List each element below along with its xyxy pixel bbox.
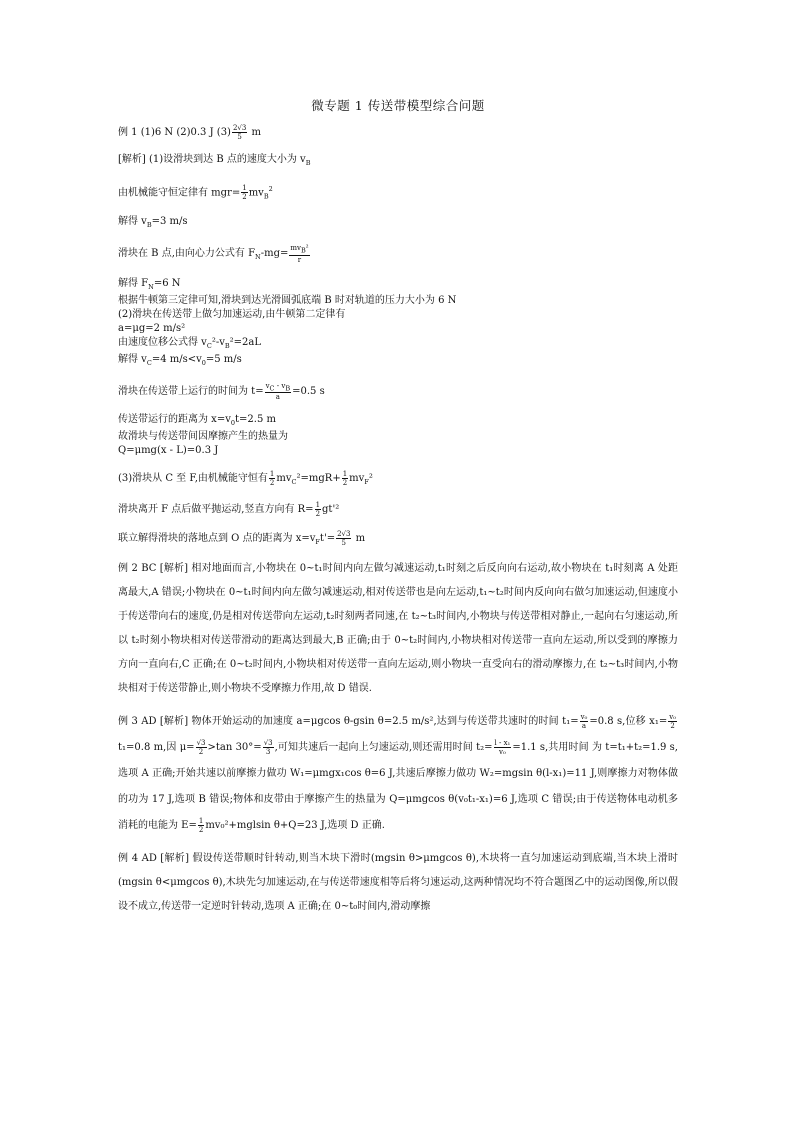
ex1-step: [解析] (1)设滑块到达 B 点的速度大小为 $v_B$ — [118, 154, 311, 167]
ex1-step: (3)滑块从 C 至 F,由机械能守恒有 $\frac{1}{2}$ $mv_C^2=mgR+$ $\frac{1}{2}$ $mv_F^2$ — [118, 469, 373, 487]
document-page — [118, 96, 678, 919]
example-3: 例 3 AD [解析] 物体开始运动的加速度 a=μgcos θ-gsin θ=2.5 m/s²,达到与传送带共速时的时间 t₁= $\frac{\text{v₀}}{a}$ =0.8 s,位移 x₁= $\frac{\text{v₀}}{2}$ t₁=0.8 m,因 μ= $\frac{√3}{2}$ >tan 30°= $\frac{√3}{3}$ ,可知共速后一起向上匀速运动,则还需用时间 t₂= $\frac{\text{l - x₁}}{\text{v₀}}$ =1.1 s,共用时间 为 t=t₁+t₂=1.9 s,选项 A 正确;开始共速以前摩擦力做功 W₁=μmgx₁cos θ=6 J,共速后摩擦力做功 W₂=mgsin θ(l-x₁)=11 J,则摩擦力对物体做的功为 17 J,选项 B 错误;物体和皮带由于摩擦产生的热量为 Q=μmgcos θ(v₀t₁-x₁)=6 J,选项 C 错误;由于传送物体电动机多消耗的电能为 E= $\frac{1}{2}$ mv₀²+mglsin θ+Q=23 J,选项 D 正确. — [118, 712, 679, 834]
ex1-step: 滑块离开 F 点后做平抛运动,竖直方向有 R= $\frac{1}{2}$ gt'² — [118, 500, 340, 518]
ex1-step: 故滑块与传送带间因摩擦产生的热量为 — [118, 430, 288, 442]
example-4: 例 4 AD [解析] 假设传送带顺时针转动,则当木块下滑时(mgsin θ>μmgcos θ),木块将一直匀加速运动到底端,当木块上滑时(mgsin θ<μmgcos θ),木块先匀加速运动,在与传送带速度相等后将匀速运动,这两种情况均不符合题图乙中的运动图像,所以假设不成立,传送带一定逆时针转动,选项 A 正确;在 0~t₀时间内,滑动摩擦 — [118, 852, 678, 912]
ex1-step: 解得 $v_B=3$ m/s — [118, 216, 188, 230]
ex1-step: Q=μmg(x - L)=0.3 J — [118, 444, 219, 456]
example-1 — [118, 124, 678, 549]
ex1-step: 传送带运行的距离为 $x=v_0t=2.5$ m — [118, 413, 276, 427]
ex1-step: 由速度位移公式得 $v_C^2-v_B^2=2aL$ — [118, 336, 261, 350]
ex1-step: a=μg=2 m/s² — [118, 322, 186, 334]
ex1-step: 解得 $F_N=6$ N — [118, 277, 181, 291]
ex1-step: 联立解得滑块的落地点到 O 点的距离为 $x=v_Ft'=$ $\frac{2√3}{5}$ m — [118, 529, 366, 547]
ex1-step: 解得 $v_C=4$ $m/s<v_0=5$ m/s — [118, 353, 242, 367]
example-2: 例 2 BC [解析] 相对地面而言,小物块在 0~t₁时间内向左做匀减速运动,t₁时刻之后反向向右运动,故小物块在 t₁时刻离 A 处距离最大,A 错误;小物块在 0~t₁时间内向左做匀减速运动,相对传送带也是向左运动,t₁~t₂时间内反向向右做匀加速运动,但速度小于传送带向右的速度,仍是相对传送带向左运动,t₂时刻两者同速,在 t₂~t₃时间内,小物块与传送带相对静止,一起向右匀速运动,所以 t₂时刻小物块相对传送带滑动的距离达到最大,B 正确;由于 0~t₂时间内,小物块相对传送带一直向左运动,所以受到的摩擦力方向一直向右,C 正确;在 0~t₂时间内,小物块相对传送带一直向左运动,则小物块一直受向右的滑动摩擦力,在 t₂~t₃时间内,小物块相对于传送带静止,则小物块不受摩擦力作用,故 D 错误. — [118, 562, 678, 694]
ex1-answer: 例 1 (1)6 N (2)0.3 J (3) $\frac{2√3}{5}$ m — [118, 124, 262, 141]
ex1-step: 由机械能守恒定律有 mgr= $\frac{1}{2}$ $mv_B^2$ — [118, 184, 273, 202]
ex1-step: 滑块在传送带上运行的时间为 t= $\frac{v_C - v_B}{a}$ =0.5 s — [118, 381, 325, 401]
ex1-step: 滑块在 B 点,由向心力公式有 $F_N-mg=$ $\frac{mv_B^2}{r}$ — [118, 244, 309, 264]
ex1-step: (2)滑块在传送带上做匀加速运动,由牛顿第二定律有 — [118, 308, 346, 320]
page-title: 微专题 1 传送带模型综合问题 — [311, 98, 485, 113]
ex1-step: 根据牛顿第三定律可知,滑块到达光滑圆弧底端 B 时对轨道的压力大小为 6 N — [118, 294, 457, 306]
